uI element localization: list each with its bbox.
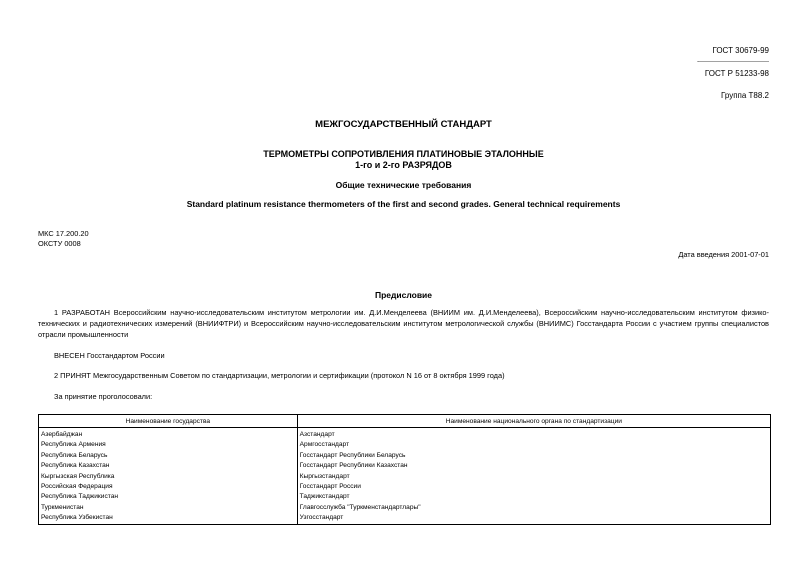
table-row — [39, 472, 771, 482]
title-line-1: ТЕРМОМЕТРЫ СОПРОТИВЛЕНИЯ ПЛАТИНОВЫЕ ЭТАЛОННЫЕ — [263, 149, 544, 159]
table-row — [39, 513, 771, 524]
standards-body-cell: Госстандарт России — [297, 482, 770, 492]
gost-number: ГОСТ 30679-99 — [712, 46, 769, 55]
state-cell: Республика Армения — [39, 440, 298, 450]
mks-code: МКС 17.200.20 — [38, 229, 89, 238]
standards-body-cell: Таджикстандарт — [297, 492, 770, 502]
gost-r-number: ГОСТ Р 51233-98 — [704, 69, 769, 78]
subtitle: Общие технические требования — [335, 180, 472, 190]
state-cell: Республика Узбекистан — [39, 513, 298, 524]
state-cell: Российская Федерация — [39, 482, 298, 492]
standards-body-cell: Главгосслужба "Туркменстандартлары" — [297, 503, 770, 513]
foreword-paragraph-developed: 1 РАЗРАБОТАН Всероссийским научно-исследовательским институтом метрологии им. Д.И.Менделеева (ВНИИМ им. Д.И.Менделеева), Всероссийским научно-исследовательским институтом физико-технических и радиотехнических измерений (ВНИИФТРИ) и Всероссийским научно-исследовательским институтом метрологической службы (ВНИИМС) Госстандарта России с участием группы специалистов отрасли промышленности — [38, 308, 769, 339]
english-title: Standard platinum resistance thermometers of the first and second grades. General technical requirements — [186, 199, 621, 209]
state-cell: Республика Казахстан — [39, 461, 298, 471]
voting-states-table — [38, 414, 771, 525]
introduction-date: Дата введения 2001-07-01 — [678, 250, 769, 259]
table-row — [39, 428, 771, 441]
state-cell: Кыргызская Республика — [39, 472, 298, 482]
table-row — [39, 503, 771, 513]
table-row — [39, 492, 771, 502]
group-code: Группа Т88.2 — [720, 91, 769, 100]
standards-body-cell: Узгосстандарт — [297, 513, 770, 524]
table-row — [39, 440, 771, 450]
title-line-2: 1-го и 2-го РАЗРЯДОВ — [355, 160, 452, 170]
standards-body-cell: Госстандарт Республики Казахстан — [297, 461, 770, 471]
table-row — [39, 482, 771, 492]
table-row — [39, 461, 771, 471]
interstate-standard-heading: МЕЖГОСУДАРСТВЕННЫЙ СТАНДАРТ — [315, 119, 492, 130]
standards-body-cell: Кыргызстандарт — [297, 472, 770, 482]
foreword-paragraph-voted: За принятие проголосовали: — [54, 392, 153, 401]
standards-body-cell: Госстандарт Республики Беларусь — [297, 451, 770, 461]
state-cell: Азербайджан — [39, 428, 298, 441]
table-row — [39, 451, 771, 461]
state-cell: Республика Таджикистан — [39, 492, 298, 502]
column-header-state: Наименование государства — [39, 415, 298, 428]
table-header-row — [39, 415, 771, 428]
standards-body-cell: Армгосстандарт — [297, 440, 770, 450]
foreword-paragraph-introduced: ВНЕСЕН Госстандартом России — [54, 351, 165, 360]
column-header-standards-body: Наименование национального органа по стандартизации — [297, 415, 770, 428]
standards-body-cell: Азстандарт — [297, 428, 770, 441]
foreword-heading: Предисловие — [374, 290, 433, 300]
foreword-paragraph-adopted: 2 ПРИНЯТ Межгосударственным Советом по стандартизации, метрологии и сертификации (протокол N 16 от 8 октября 1999 года) — [54, 371, 505, 380]
okstu-code: ОКСТУ 0008 — [38, 239, 81, 248]
state-cell: Туркменистан — [39, 503, 298, 513]
header-separator: ------------------------------------ — [697, 59, 769, 65]
state-cell: Республика Беларусь — [39, 451, 298, 461]
